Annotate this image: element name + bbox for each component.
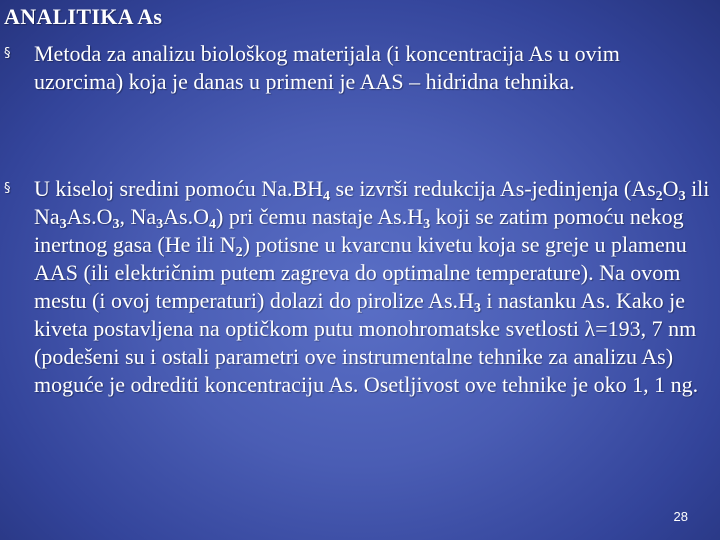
subscript: 3 bbox=[59, 217, 67, 232]
text-run: =193, 7 nm (podešeni su i ostali parametri ove instrumentalne tehnike za analizu As) moguće je odrediti koncentraciju As. Osetljivost ove tehnike je oko 1, 1 ng. bbox=[34, 316, 699, 397]
slide-title: ANALITIKA As bbox=[4, 4, 163, 29]
text-run: ) pri čemu nastaje As.H bbox=[216, 204, 424, 229]
text-run: ili Na bbox=[34, 176, 710, 229]
subscript: 3 bbox=[156, 217, 164, 232]
bullet-item-2 bbox=[0, 175, 712, 399]
text-run: O bbox=[662, 176, 679, 201]
subscript: 2 bbox=[235, 245, 243, 260]
bullet-text-1: Metoda za analizu biološkog materijala (i koncentracija As u ovim uzorcima) koja je danas u primeni je AAS – hidridna tehnika. bbox=[34, 41, 620, 94]
text-run: i nastanku As. Kako je kiveta postavljena na optičkom putu monohromatske svetlosti bbox=[34, 288, 685, 341]
bullet-square-icon: § bbox=[4, 181, 11, 196]
bullet-item-1 bbox=[0, 40, 712, 96]
text-run: U kiseloj sredini pomoću Na.BH bbox=[34, 176, 324, 201]
text-run: As.O bbox=[163, 204, 209, 229]
subscript: 3 bbox=[112, 217, 120, 232]
text-run: se izvrši redukcija As-jedinjenja (As bbox=[330, 176, 656, 201]
subscript: 2 bbox=[655, 189, 663, 204]
text-run: , Na bbox=[119, 204, 157, 229]
text-run: As.O bbox=[66, 204, 113, 229]
bullet-text-2 bbox=[34, 175, 712, 399]
subscript: 3 bbox=[423, 217, 431, 232]
text-run: ) potisne u kvarcnu kivetu koja se greje u plamenu AAS (ili električnim putem zagreva do optimalne temperature). Na ovom mestu (i ovoj temperaturi) dolazi do pirolize As.H bbox=[34, 232, 687, 313]
lambda-symbol: λ bbox=[584, 316, 596, 341]
subscript: 4 bbox=[209, 217, 216, 232]
bullet-square-icon: § bbox=[4, 46, 11, 61]
text-run: koji se zatim pomoću nekog inertnog gasa (He ili N bbox=[34, 204, 684, 257]
page-number: 28 bbox=[673, 509, 688, 524]
subscript: 3 bbox=[473, 301, 481, 316]
subscript: 3 bbox=[678, 189, 686, 204]
subscript: 4 bbox=[323, 189, 331, 204]
